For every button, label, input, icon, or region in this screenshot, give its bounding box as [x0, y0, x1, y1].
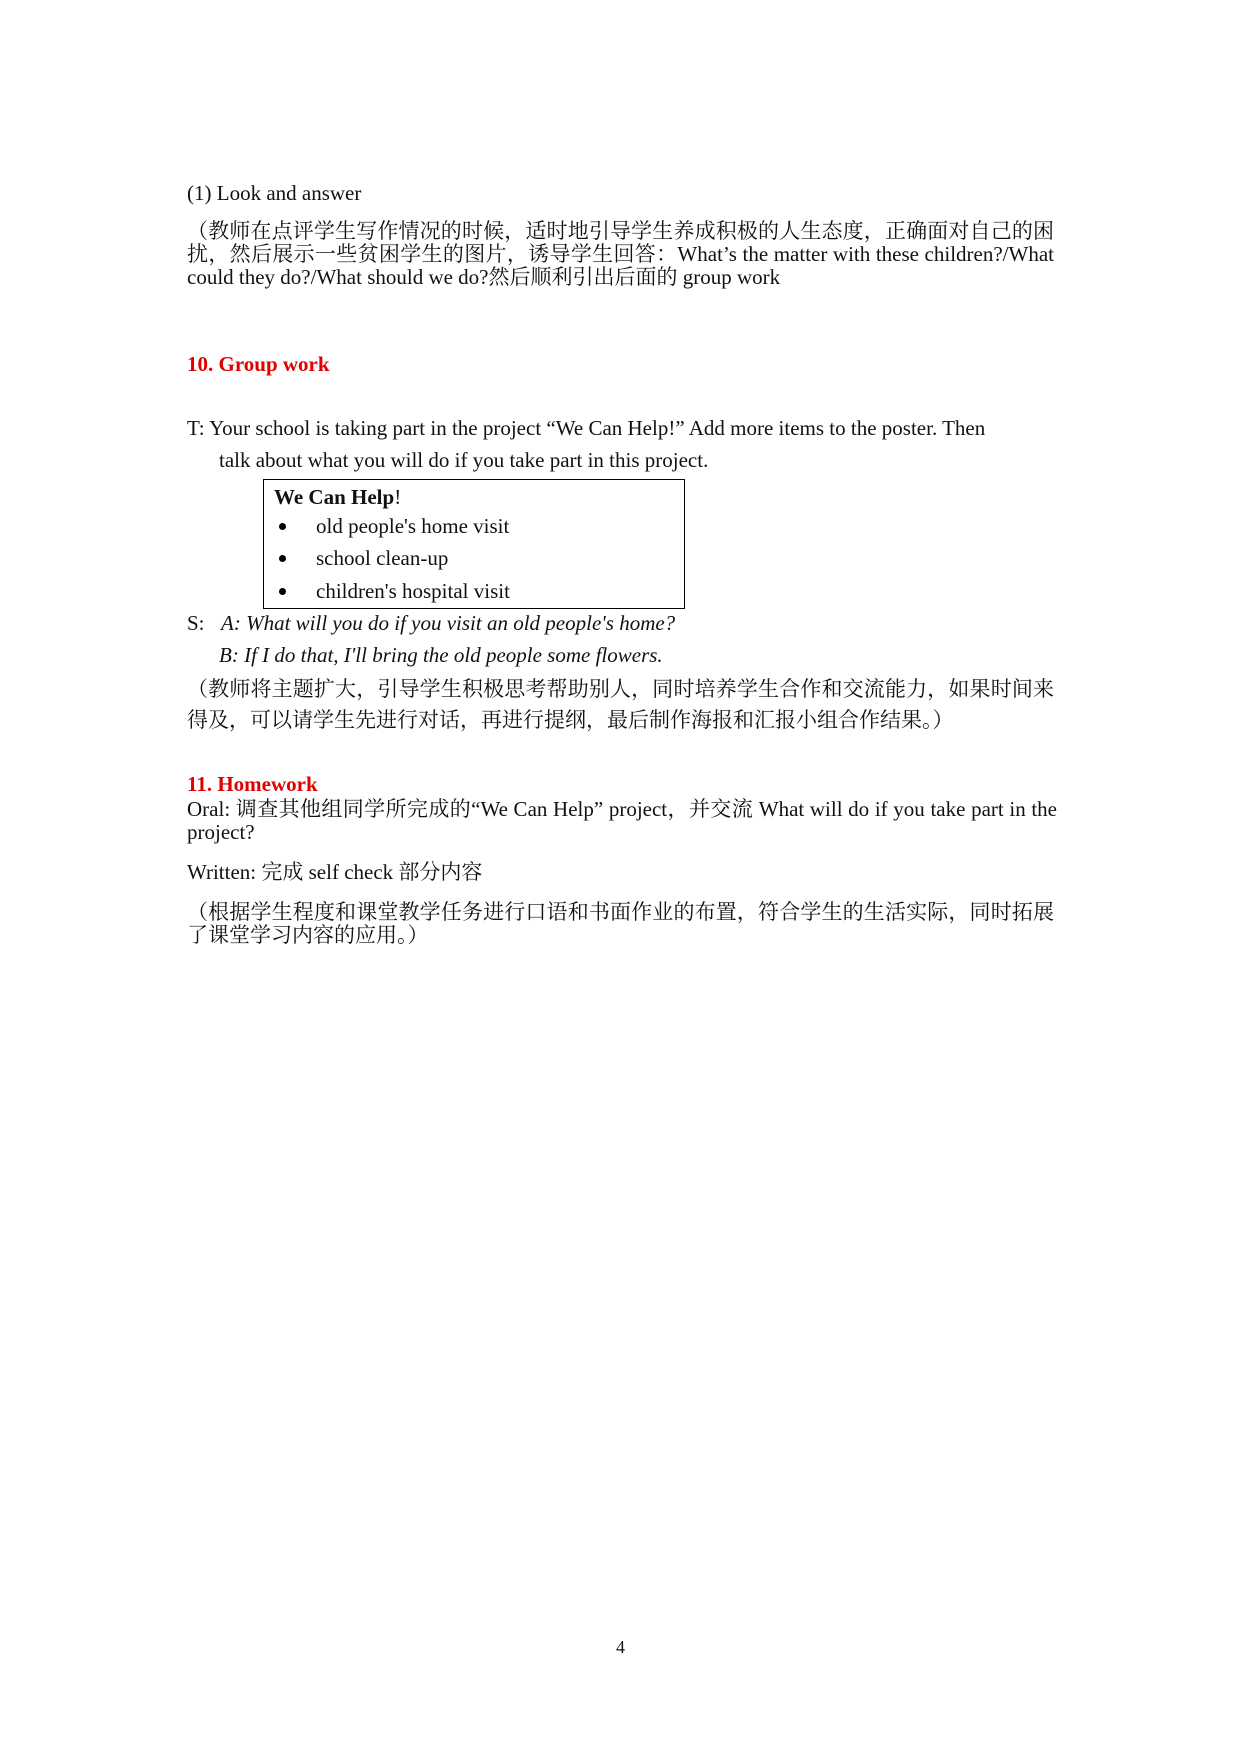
homework-heading: 11. Homework	[187, 772, 318, 796]
bullet-icon	[279, 523, 286, 530]
poster-item: children's hospital visit	[316, 579, 510, 603]
page-number: 4	[616, 1637, 625, 1657]
poster-item: old people's home visit	[316, 514, 509, 538]
homework-oral: Oral: 调查其他组同学所完成的“We Can Help” project，并交流 What will do if you take part in the project?	[187, 797, 1057, 844]
teacher-instruction-line1: T: Your school is taking part in the project “We Can Help!” Add more items to the poster. Then	[187, 416, 986, 440]
poster-item: school clean-up	[316, 546, 448, 570]
group-work-heading: 10. Group work	[187, 352, 330, 376]
student-dialogue-a: A: What will you do if you visit an old people's home?	[221, 611, 676, 635]
look-answer-note: （教师在点评学生写作情况的时候，适时地引导学生养成积极的人生态度，正确面对自己的困扰，然后展示一些贫困学生的图片，诱导学生回答：What’s the matter with these children?/What could they do?/What should we do?然后顺利引出后面的 group work	[187, 219, 1054, 289]
bullet-icon	[279, 588, 286, 595]
bullet-icon	[279, 555, 286, 562]
teacher-instruction-line2: talk about what you will do if you take part in this project.	[219, 448, 709, 472]
student-dialogue-b: B: If I do that, I'll bring the old people some flowers.	[219, 643, 663, 667]
student-label: S:	[187, 611, 205, 635]
look-answer-title: (1) Look and answer	[187, 181, 362, 205]
poster-title: We Can Help!	[274, 485, 402, 509]
group-work-note: （教师将主题扩大，引导学生积极思考帮助别人，同时培养学生合作和交流能力，如果时间来得及，可以请学生先进行对话，再进行提纲，最后制作海报和汇报小组合作结果。）	[187, 677, 1054, 732]
we-can-help-poster	[263, 479, 685, 609]
homework-note: （根据学生程度和课堂教学任务进行口语和书面作业的布置，符合学生的生活实际，同时拓展了课堂学习内容的应用。）	[187, 900, 1054, 947]
homework-written: Written: 完成 self check 部分内容	[187, 860, 483, 884]
